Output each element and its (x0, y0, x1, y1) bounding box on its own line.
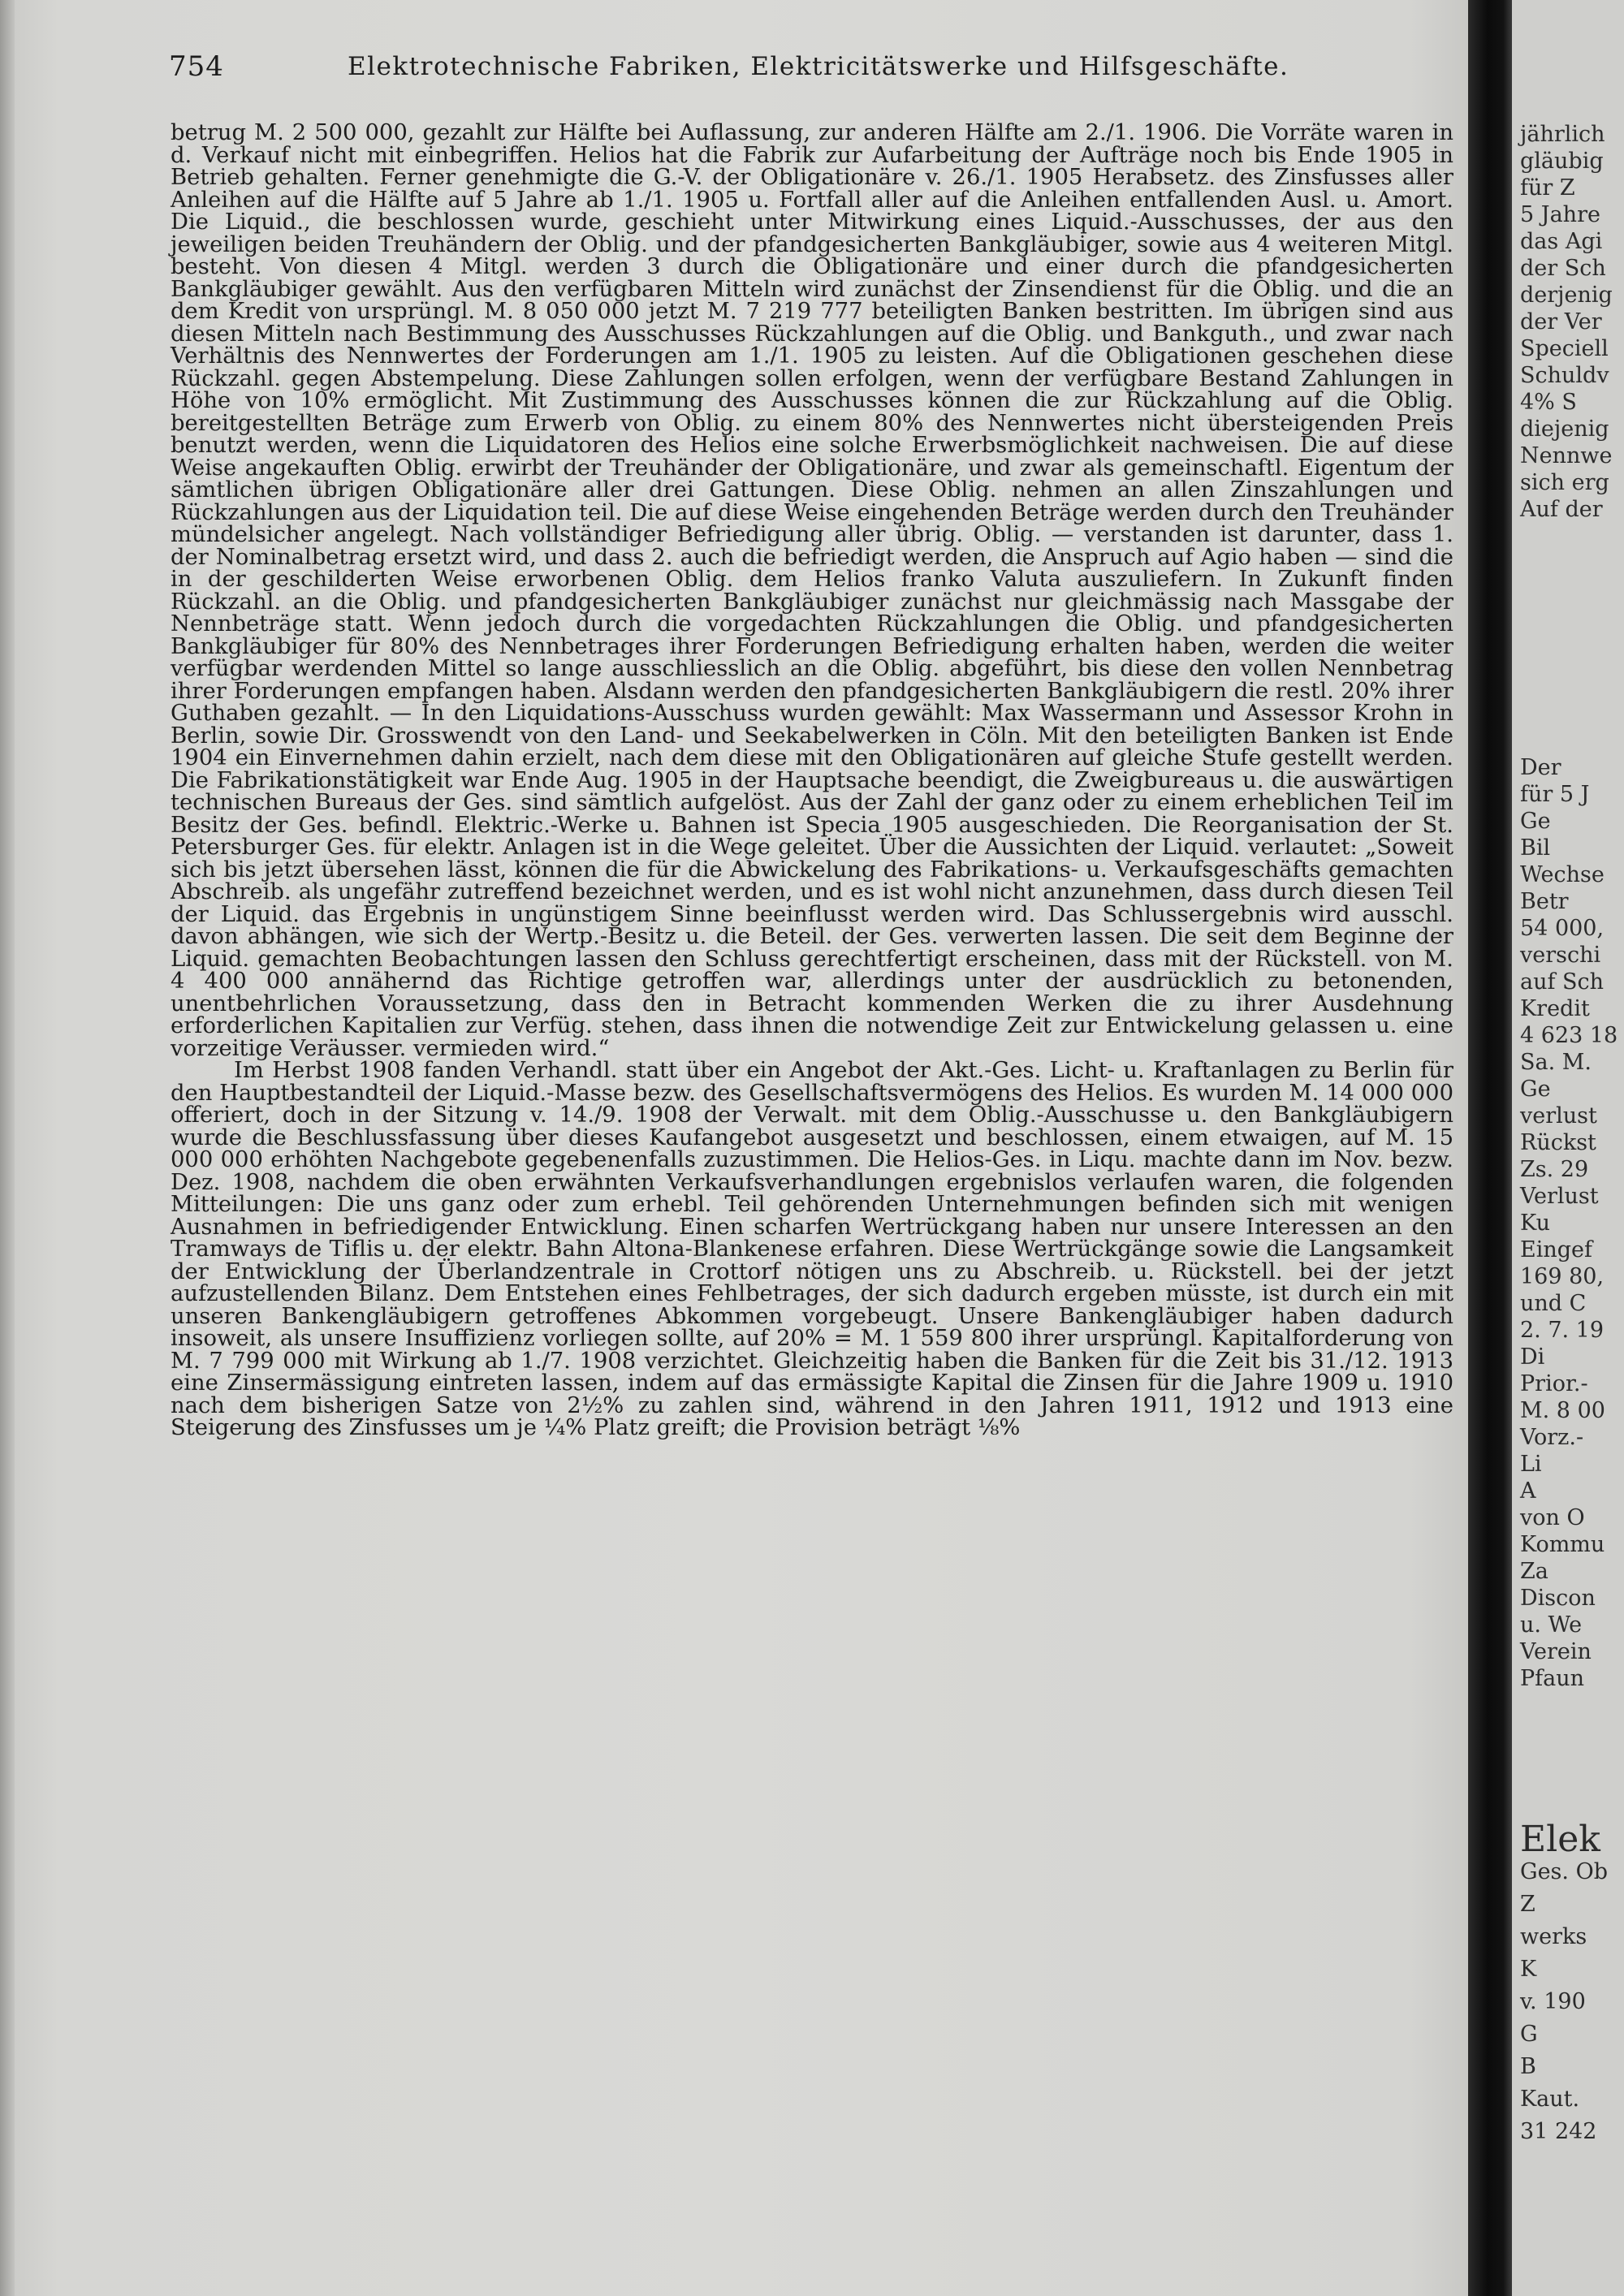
page-edge-shadow (0, 0, 15, 2296)
adjacent-page-edge (1512, 0, 1624, 2296)
adjacent-page-fragment: G (1520, 2022, 1538, 2047)
adjacent-page-fragment: Auf der (1520, 497, 1603, 522)
adjacent-page-fragment: Nennwe (1520, 443, 1613, 468)
adjacent-page-fragment: A (1520, 1478, 1536, 1504)
adjacent-page-fragment: Verein (1520, 1639, 1592, 1664)
adjacent-page-fragment: Ges. Ob (1520, 1859, 1608, 1884)
adjacent-page-fragment: Zs. 29 (1520, 1157, 1589, 1182)
page-header (169, 50, 1452, 83)
adjacent-page-fragment: 5 Jahre (1520, 202, 1600, 227)
adjacent-page-fragment: das Agi (1520, 229, 1603, 254)
adjacent-page-fragment: Kredit (1520, 996, 1590, 1021)
adjacent-page-fragment: Li (1520, 1452, 1542, 1477)
adjacent-page-fragment: auf Sch (1520, 969, 1605, 995)
adjacent-page-fragment: K (1520, 1957, 1537, 1982)
adjacent-page-fragment: 31 242 (1520, 2119, 1597, 2144)
adjacent-page-fragment: Kommu (1520, 1532, 1605, 1557)
adjacent-page-fragment: Vorz.- (1520, 1425, 1584, 1450)
adjacent-page-fragment: werks (1520, 1924, 1587, 1949)
adjacent-page-fragment: Speciell (1520, 336, 1609, 361)
body-text (171, 122, 1453, 1439)
adjacent-page-fragment: 4% S (1520, 390, 1577, 415)
adjacent-page-fragment: Di (1520, 1344, 1545, 1370)
adjacent-page-fragment: von O (1520, 1505, 1585, 1530)
adjacent-page-fragment: jährlich (1520, 122, 1605, 147)
adjacent-page-fragment: Elek (1520, 1819, 1600, 1860)
adjacent-page-fragment: 169 80, (1520, 1264, 1605, 1289)
adjacent-page-fragment: Der (1520, 755, 1561, 780)
adjacent-page-fragment: Ku (1520, 1211, 1550, 1236)
adjacent-page-fragment: Verlust (1520, 1184, 1599, 1209)
adjacent-page-fragment: u. We (1520, 1612, 1583, 1638)
book-gutter (1468, 0, 1512, 2296)
adjacent-page-fragment: Prior.- (1520, 1371, 1588, 1396)
adjacent-page-fragment: Rückst (1520, 1130, 1596, 1155)
adjacent-page-fragment: Betr (1520, 889, 1569, 914)
adjacent-page-fragment: und C (1520, 1291, 1587, 1316)
adjacent-page-fragment: für 5 J (1520, 782, 1590, 807)
adjacent-page-fragment: Discon (1520, 1586, 1596, 1611)
running-title: Elektrotechnische Fabriken, Elektricitätswerke und Hilfsgeschäfte. (348, 52, 1289, 81)
adjacent-page-fragment: derjenig (1520, 283, 1613, 308)
adjacent-page-fragment: Kaut. (1520, 2087, 1580, 2112)
adjacent-page-fragment: v. 190 (1520, 1989, 1586, 2014)
adjacent-page-fragment: Eingef (1520, 1237, 1592, 1262)
adjacent-page-fragment: Pfaun (1520, 1666, 1585, 1691)
adjacent-page-fragment: 54 000, (1520, 916, 1605, 941)
adjacent-page-fragment: verlust (1520, 1103, 1597, 1129)
adjacent-page-fragment: der Ver (1520, 309, 1602, 334)
adjacent-page-fragment: Z (1520, 1892, 1535, 1917)
adjacent-page-fragment: gläubig (1520, 149, 1604, 174)
paragraph: Im Herbst 1908 fanden Verhandl. statt über ein Angebot der Akt.-Ges. Licht- u. Kraftanlagen zu Berlin für den Hauptbestandteil der Liquid.-Masse bezw. des Gesellschaftsvermögens des Helios. Es wurden M. 14 000 000 offeriert, doch in der Sitzung v. 14./9. 1908 der Verwalt. mit dem Oblig.-Ausschusse u. den Bankgläubigern wurde die Beschlussfassung über dieses Kaufangebot ausgesetzt und beschlossen, einem etwaigen, auf M. 15 000 000 erhöhten Nachgebote gegebenenfalls zuzustimmen. Die Helios-Ges. in Liqu. machte dann im Nov. bezw. Dez. 1908, nachdem die oben erwähnten Verkaufsverhandlungen ergebnislos verlaufen waren, die folgenden Mitteilungen: Die uns ganz oder zum erhebl. Teil gehörenden Unternehmungen befinden sich mit wenigen Ausnahmen in befriedigender Entwicklung. Einen scharfen Wertrückgang haben nur unsere Interessen an den Tramways de Tiflis u. der elektr. Bahn Altona-Blankenese erfahren. Diese Wertrückgänge sowie die Langsamkeit der Entwicklung der Überlandzentrale in Crottorf nötigen uns zu Abschreib. u. Rückstell. bei der jetzt aufzustellenden Bilanz. Dem Entstehen eines Fehlbetrages, der sich dadurch ergeben müsste, ist durch ein mit unseren Bankengläubigern getroffenes Abkommen vorgebeugt. Unsere Bankengläubiger haben dadurch insoweit, als unsere Insuffizienz vorliegen sollte, auf 20% = M. 1 559 800 ihrer ursprüngl. Kapitalforderung von M. 7 799 000 mit Wirkung ab 1./7. 1908 verzichtet. Gleichzeitig haben die Banken für die Zeit bis 31./12. 1913 eine Zinsermässigung eintreten lassen, indem auf das ermässigte Kapital die Zinsen für die Jahre 1909 u. 1910 nach dem bisherigen Satze von 2½% zu zahlen sind, während in den Jahren 1911, 1912 und 1913 eine Steigerung des Zinsfusses um je ¼% Platz greift; die Provision beträgt ⅛% (171, 1058, 1453, 1440)
adjacent-page-fragment: Bil (1520, 835, 1551, 861)
adjacent-page-fragment: für Z (1520, 175, 1575, 201)
adjacent-page-fragment: Sa. M. (1520, 1050, 1592, 1075)
paragraph: betrug M. 2 500 000, gezahlt zur Hälfte bei Auflassung, zur anderen Hälfte am 2./1. 1906. Die Vorräte waren in d. Verkauf nicht mit einbegriffen. Helios hat die Fabrik zur Aufarbeitung der Aufträge noch bis Ende 1905 in Betrieb gehalten. Ferner genehmigte die G.-V. der Obligationäre v. 26./1. 1905 Herabsetz. des Zinsfusses aller Anleihen auf die Hälfte auf 5 Jahre ab 1./1. 1905 u. Fortfall aller auf die Anleihen entfallenden Ausl. u. Amort. Die Liquid., die beschlossen wurde, geschieht unter Mitwirkung eines Liquid.-Ausschusses, der aus den jeweiligen beiden Treuhändern der Oblig. und der pfandgesicherten Bankgläubiger, sowie aus 4 weiteren Mitgl. besteht. Von diesen 4 Mitgl. werden 3 durch die Obligationäre und einer durch die pfandgesicherten Bankgläubiger gewählt. Aus den verfügbaren Mitteln wird zunächst der Zinsendienst für die Oblig. und die an dem Kredit von ursprüngl. M. 8 050 000 jetzt M. 7 219 777 beteiligten Banken bestritten. Im übrigen sind aus diesen Mitteln nach Bestimmung des Ausschusses Rückzahlungen auf die Oblig. und Bankguth., und zwar nach Verhältnis des Nennwertes der Forderungen am 1./1. 1905 zu leisten. Auf die Obligationen geschehen diese Rückzahl. gegen Abstempelung. Diese Zahlungen sollen erfolgen, wenn der verfügbare Bestand Zahlungen in Höhe von 10% ermöglicht. Mit Zustimmung des Ausschusses können die zur Rückzahlung auf die Oblig. bereitgestellten Beträge zum Erwerb von Oblig. zu einem 80% des Nennwertes nicht übersteigenden Preis benutzt werden, wenn die Liquidatoren des Helios eine solche Erwerbsmöglichkeit nachweisen. Die auf diese Weise angekauften Oblig. erwirbt der Treuhänder der Obligationäre, und zwar als gemeinschaftl. Eigentum der sämtlichen übrigen Obligationäre aller drei Gattungen. Diese Oblig. nehmen an allen Zinszahlungen und Rückzahlungen aus der Liquidation teil. Die auf diese Weise eingehenden Beträge werden durch den Treuhänder mündelsicher angelegt. Nach vollständiger Befriedigung aller übrig. Oblig. — verstanden ist darunter, dass 1. der Nominalbetrag ersetzt wird, und dass 2. auch die befriedigt werden, die Anspruch auf Agio haben — sind die in der geschilderten Weise erworbenen Oblig. dem Helios franko Valuta auszuliefern. In Zukunft finden Rückzahl. an die Oblig. und pfandgesicherten Bankgläubiger zunächst nur gleichmässig nach Massgabe der Nennbeträge statt. Wenn jedoch durch die vorgedachten Rückzahlungen die Oblig. und pfandgesicherten Bankgläubiger für 80% des Nennbetrages ihrer Forderungen Befriedigung erhalten haben, werden die weiter verfügbar werdenden Mittel so lange ausschliesslich an die Oblig. abgeführt, bis diese den vollen Nennbetrag ihrer Forderungen empfangen haben. Alsdann werden den pfandgesicherten Bankgläubigern die restl. 20% ihrer Guthaben gezahlt. — In den Liquidations-Ausschuss wurden gewählt: Max Wassermann und Assessor Krohn in Berlin, sowie Dir. Grosswendt von den Land- und Seekabelwerken in Cöln. Mit den beteiligten Banken ist Ende 1904 ein Einvernehmen dahin erzielt, nach dem diese mit den Obligationären auf gleiche Stufe gestellt werden. Die Fabrikationstätigkeit war Ende Aug. 1905 in der Hauptsache beendigt, die Zweigbureaus u. die auswärtigen technischen Bureaus der Ges. sind sämtlich aufgelöst. Aus der Zahl der ganz oder zu einem erheblichen Teil im Besitz der Ges. befindl. Elektric.-Werke u. Bahnen ist Specia 1905 ausgeschieden. Die Reorganisation der St. Petersburger Ges. für elektr. Anlagen ist in die Wege geleitet. Über die Aussichten der Liquid. verlautet: „Soweit sich bis jetzt übersehen lässt, können die für die Abwickelung des Fabrikations- u. Verkaufsgeschäfts gemachten Abschreib. als ungefähr zutreffend bezeichnet werden, und es ist wohl nicht anzunehmen, dass durch diesen Teil der Liquid. das Ergebnis in ungünstigem Sinne beeinflusst werden wird. Das Schlussergebnis wird ausschl. davon abhängen, wie sich der Wertp.-Besitz u. die Beteil. der Ges. verwerten lassen. Die seit dem Beginne der Liquid. gemachten Beobachtungen lassen den Schluss gerechtfertigt erscheinen, dass mit der Rückstell. von M. 4 400 000 annähernd das Richtige getroffen war, allerdings unter der ausdrücklich zu betonenden, unentbehrlichen Voraussetzung, dass den in Betracht kommenden Werken die zu ihrer Ausdehnung erforderlichen Kapitalien zur Verfüg. stehen, dass ihnen die notwendige Zeit zur Entwickelung gelassen u. eine vorzeitige Veräusser. vermieden wird.“ (171, 120, 1453, 1061)
adjacent-page-fragment: diejenig (1520, 416, 1609, 442)
page-number: 754 (169, 50, 224, 83)
adjacent-page-fragment: Ge (1520, 809, 1551, 834)
adjacent-page-fragment: verschi (1520, 943, 1601, 968)
adjacent-page-fragment: der Sch (1520, 256, 1606, 281)
adjacent-page-fragment: 4 623 18 (1520, 1023, 1618, 1048)
adjacent-page-fragment: Wechse (1520, 862, 1605, 887)
adjacent-page-fragment: sich erg (1520, 470, 1609, 495)
adjacent-page-fragment: Schuldv (1520, 363, 1609, 388)
adjacent-page-fragment: 2. 7. 19 (1520, 1318, 1605, 1343)
adjacent-page-fragment: M. 8 00 (1520, 1398, 1605, 1423)
adjacent-page-fragment: Ge (1520, 1077, 1551, 1102)
adjacent-page-fragment: Za (1520, 1559, 1548, 1584)
adjacent-page-fragment: B (1520, 2054, 1536, 2079)
